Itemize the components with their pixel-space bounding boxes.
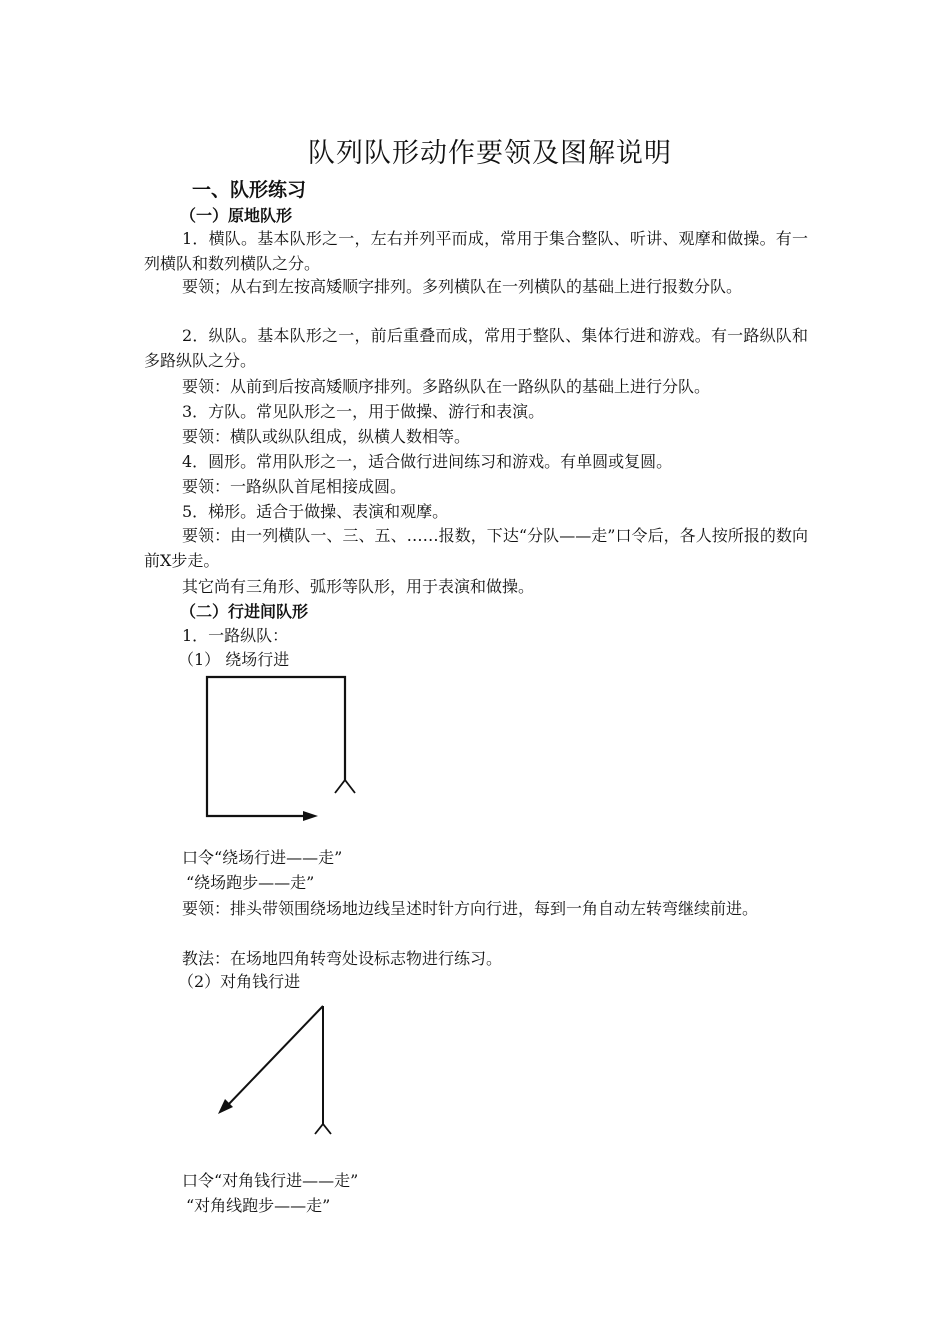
- paragraph-square-essentials: 要领：横队或纵队组成，纵横人数相等。: [182, 427, 471, 446]
- item-around-field-label: （1） 绕场行进: [178, 650, 290, 669]
- paragraph-circle: 4．圆形。常用队形之一，适合做行进间练习和游戏。有单圆或复圆。: [182, 452, 673, 471]
- paragraph-around-essentials: 要领：排头带领围绕场地边线呈述时针方向行进，每到一角自动左转弯继续前进。: [182, 899, 759, 918]
- around-field-diagram: [195, 668, 365, 828]
- paragraph-circle-essentials: 要领：一路纵队首尾相接成圆。: [182, 477, 407, 496]
- paragraph-horizontal-essentials: 要领；从右到左按高矮顺字排列。多列横队在一列横队的基础上进行报数分队。: [182, 277, 743, 296]
- item-single-file: 1．一路纵队：: [182, 626, 289, 645]
- item-diagonal-label: （2）对角钱行进: [178, 972, 301, 991]
- subsection-heading-marching: （二）行进间队形: [180, 602, 309, 621]
- paragraph-column: 2．纵队。基本队形之一，前后重叠而成，常用于整队、集体行进和游戏。有一路纵队和多路纵队之分。: [144, 326, 808, 370]
- command-diagonal-march: 口令“对角钱行进——走”: [182, 1171, 359, 1190]
- paragraph-column-essentials: 要领：从前到后按高矮顺序排列。多路纵队在一路纵队的基础上进行分队。: [182, 377, 711, 396]
- subsection-heading-stationary: （一）原地队形: [180, 206, 293, 225]
- command-diagonal-run: “对角线跑步——走”: [186, 1196, 331, 1215]
- command-around-run: “绕场跑步——走”: [186, 873, 315, 892]
- section-heading-formation-practice: 一、队形练习: [192, 179, 307, 201]
- paragraph-trapezoid-essentials: 要领：由一列横队一、三、五、……报数，下达“分队——走”口令后，各人按所报的数向前X步走。: [144, 526, 808, 570]
- command-around-march: 口令“绕场行进——走”: [182, 848, 343, 867]
- diagonal-diagram: [210, 1000, 340, 1140]
- paragraph-around-teaching: 教法：在场地四角转弯处设标志物进行练习。: [182, 949, 503, 968]
- paragraph-trapezoid: 5．梯形。适合于做操、表演和观摩。: [182, 502, 449, 521]
- document-title: 队列队形动作要领及图解说明: [308, 138, 672, 169]
- paragraph-horizontal-rank: 1．横队。基本队形之一，左右并列平而成，常用于集合整队、听讲、观摩和做操。有一列横队和数列横队之分。: [144, 229, 808, 273]
- paragraph-other-formations: 其它尚有三角形、弧形等队形，用于表演和做操。: [182, 577, 535, 596]
- paragraph-square: 3．方队。常见队形之一，用于做操、游行和表演。: [182, 402, 545, 421]
